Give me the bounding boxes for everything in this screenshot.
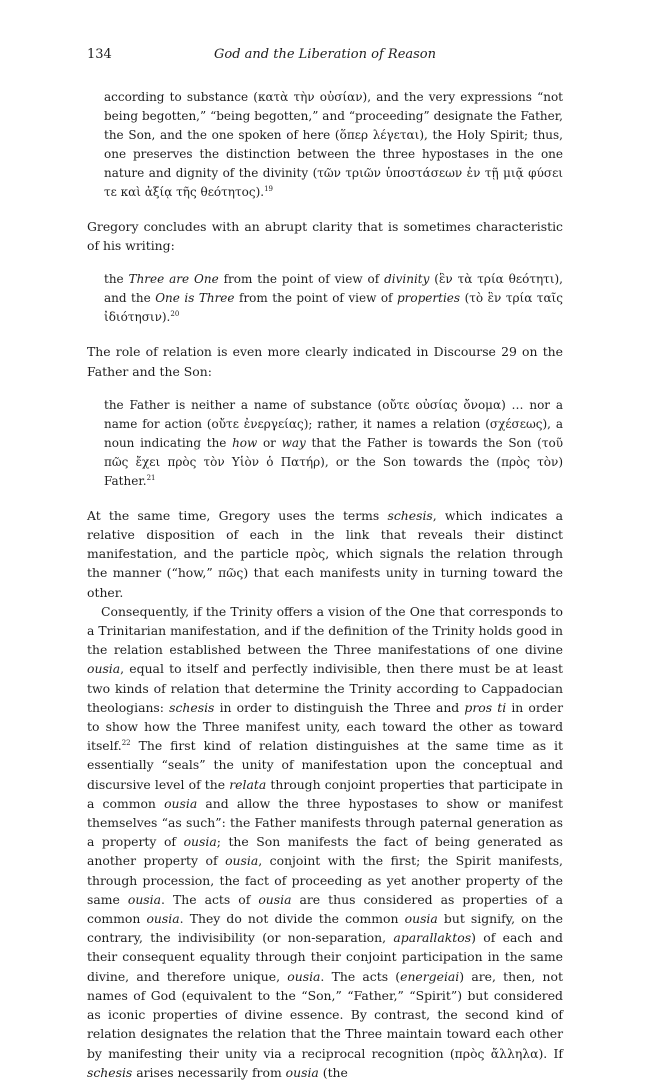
paragraph-4: Consequently, if the Trinity offers a vision of the One that corresponds to a Trinitarian manifestation, and if the definition of the Trinity holds good in the relation established between the Three manifestations of one divine ousia, equal to itself and perfectly indivisible, then there must be at least two kinds of relation that determine the Trinity according to Cappadocian theologians: schesis in order to distinguish the Three and pros ti in order to show how the Three manifest unity, each toward the other as toward itself.$^{22}$ The first kind of relation distinguishes at the same time as it essentially “seals” the unity of manifestation upon the conceptual and discursive level of the relata through conjoint properties that participate in a common ousia and allow the three hypostases to show or manifest themselves “as such”: the Father manifests through paternal generation as a property of ousia; the Son manifests the fact of being generated as another property of ousia, conjoint with the first; the Spirit manifests, through procession, the fact of proceeding as yet another property of the same ousia. The acts of ousia are thus considered as properties of a common ousia. They do not divide the common ousia but signify, on the contrary, the indivisibility (or non-separation, aparallaktos) of each and their consequent equality through their conjoint participation in the same divine, and therefore unique, ousia. The acts (energeiai) are, then, not names of God (equivalent to the “Son,” “Father,” “Spirit”) but considered as iconic properties of divine essence. By contrast, the second kind of relation designates the relation that the Three maintain toward each other by manifesting their unity via a reciprocal recognition (πρὸς ἄλληλα). If schesis arises necessarily from ousia (the xyxy=(87,603,564,1080)
page-number: 134 xyxy=(87,47,112,62)
running-header xyxy=(87,47,563,67)
paragraph-2: The role of relation is even more clearly indicated in Discourse 29 on the Father and the Son: xyxy=(87,344,563,379)
running-title: God and the Liberation of Reason xyxy=(213,47,437,62)
block-quote-2: the Three are One from the point of view of divinity (ἓν τὰ τρία θεότητι), and the One is Three from the point of view of properties (τὸ ἓν τρία ταῖς ἰδιότησιν).$^{20}$ xyxy=(104,272,563,325)
block-quote-1: according to substance (κατὰ τὴν οὐσίαν), and the very expressions “not being begotten,” “being begotten,” and “proceeding” designate the Father, the Son, and the one spoken of here (ὅπερ λέγεται), the Holy Spirit; thus, one preserves the distinction between the three hypostases in the one nature and dignity of the divinity (τῶν τριῶν ὑποστάσεων ἐν τῇ μιᾷ φύσει τε καὶ ἀξίᾳ τῆς θεότητος).$^{19}$ xyxy=(104,90,563,199)
paragraph-3: At the same time, Gregory uses the terms schesis, which indicates a relative disposition of each in the link that reveals their distinct manifestation, and the particle πρὸς, which signals the relation through the manner (“how,” πῶς) that each manifests unity in turning toward the other. xyxy=(87,507,563,600)
main-text xyxy=(87,88,563,1082)
paragraph-1: Gregory concludes with an abrupt clarity that is sometimes characteristic of his writing: xyxy=(87,219,563,254)
block-quote-3: the Father is neither a name of substance (οὔτε οὐσίας ὄνομα) … nor a name for action (οὔτε ἐνεργείας); rather, it names a relation (σχέσεως), a noun indicating the how or way that the Father is towards the Son (τοῦ πῶς ἔχει πρὸς τὸν Υἱὸν ὁ Πατήρ), or the Son towards the (πρὸς τὸν) Father.$^{21}$ xyxy=(104,397,563,488)
